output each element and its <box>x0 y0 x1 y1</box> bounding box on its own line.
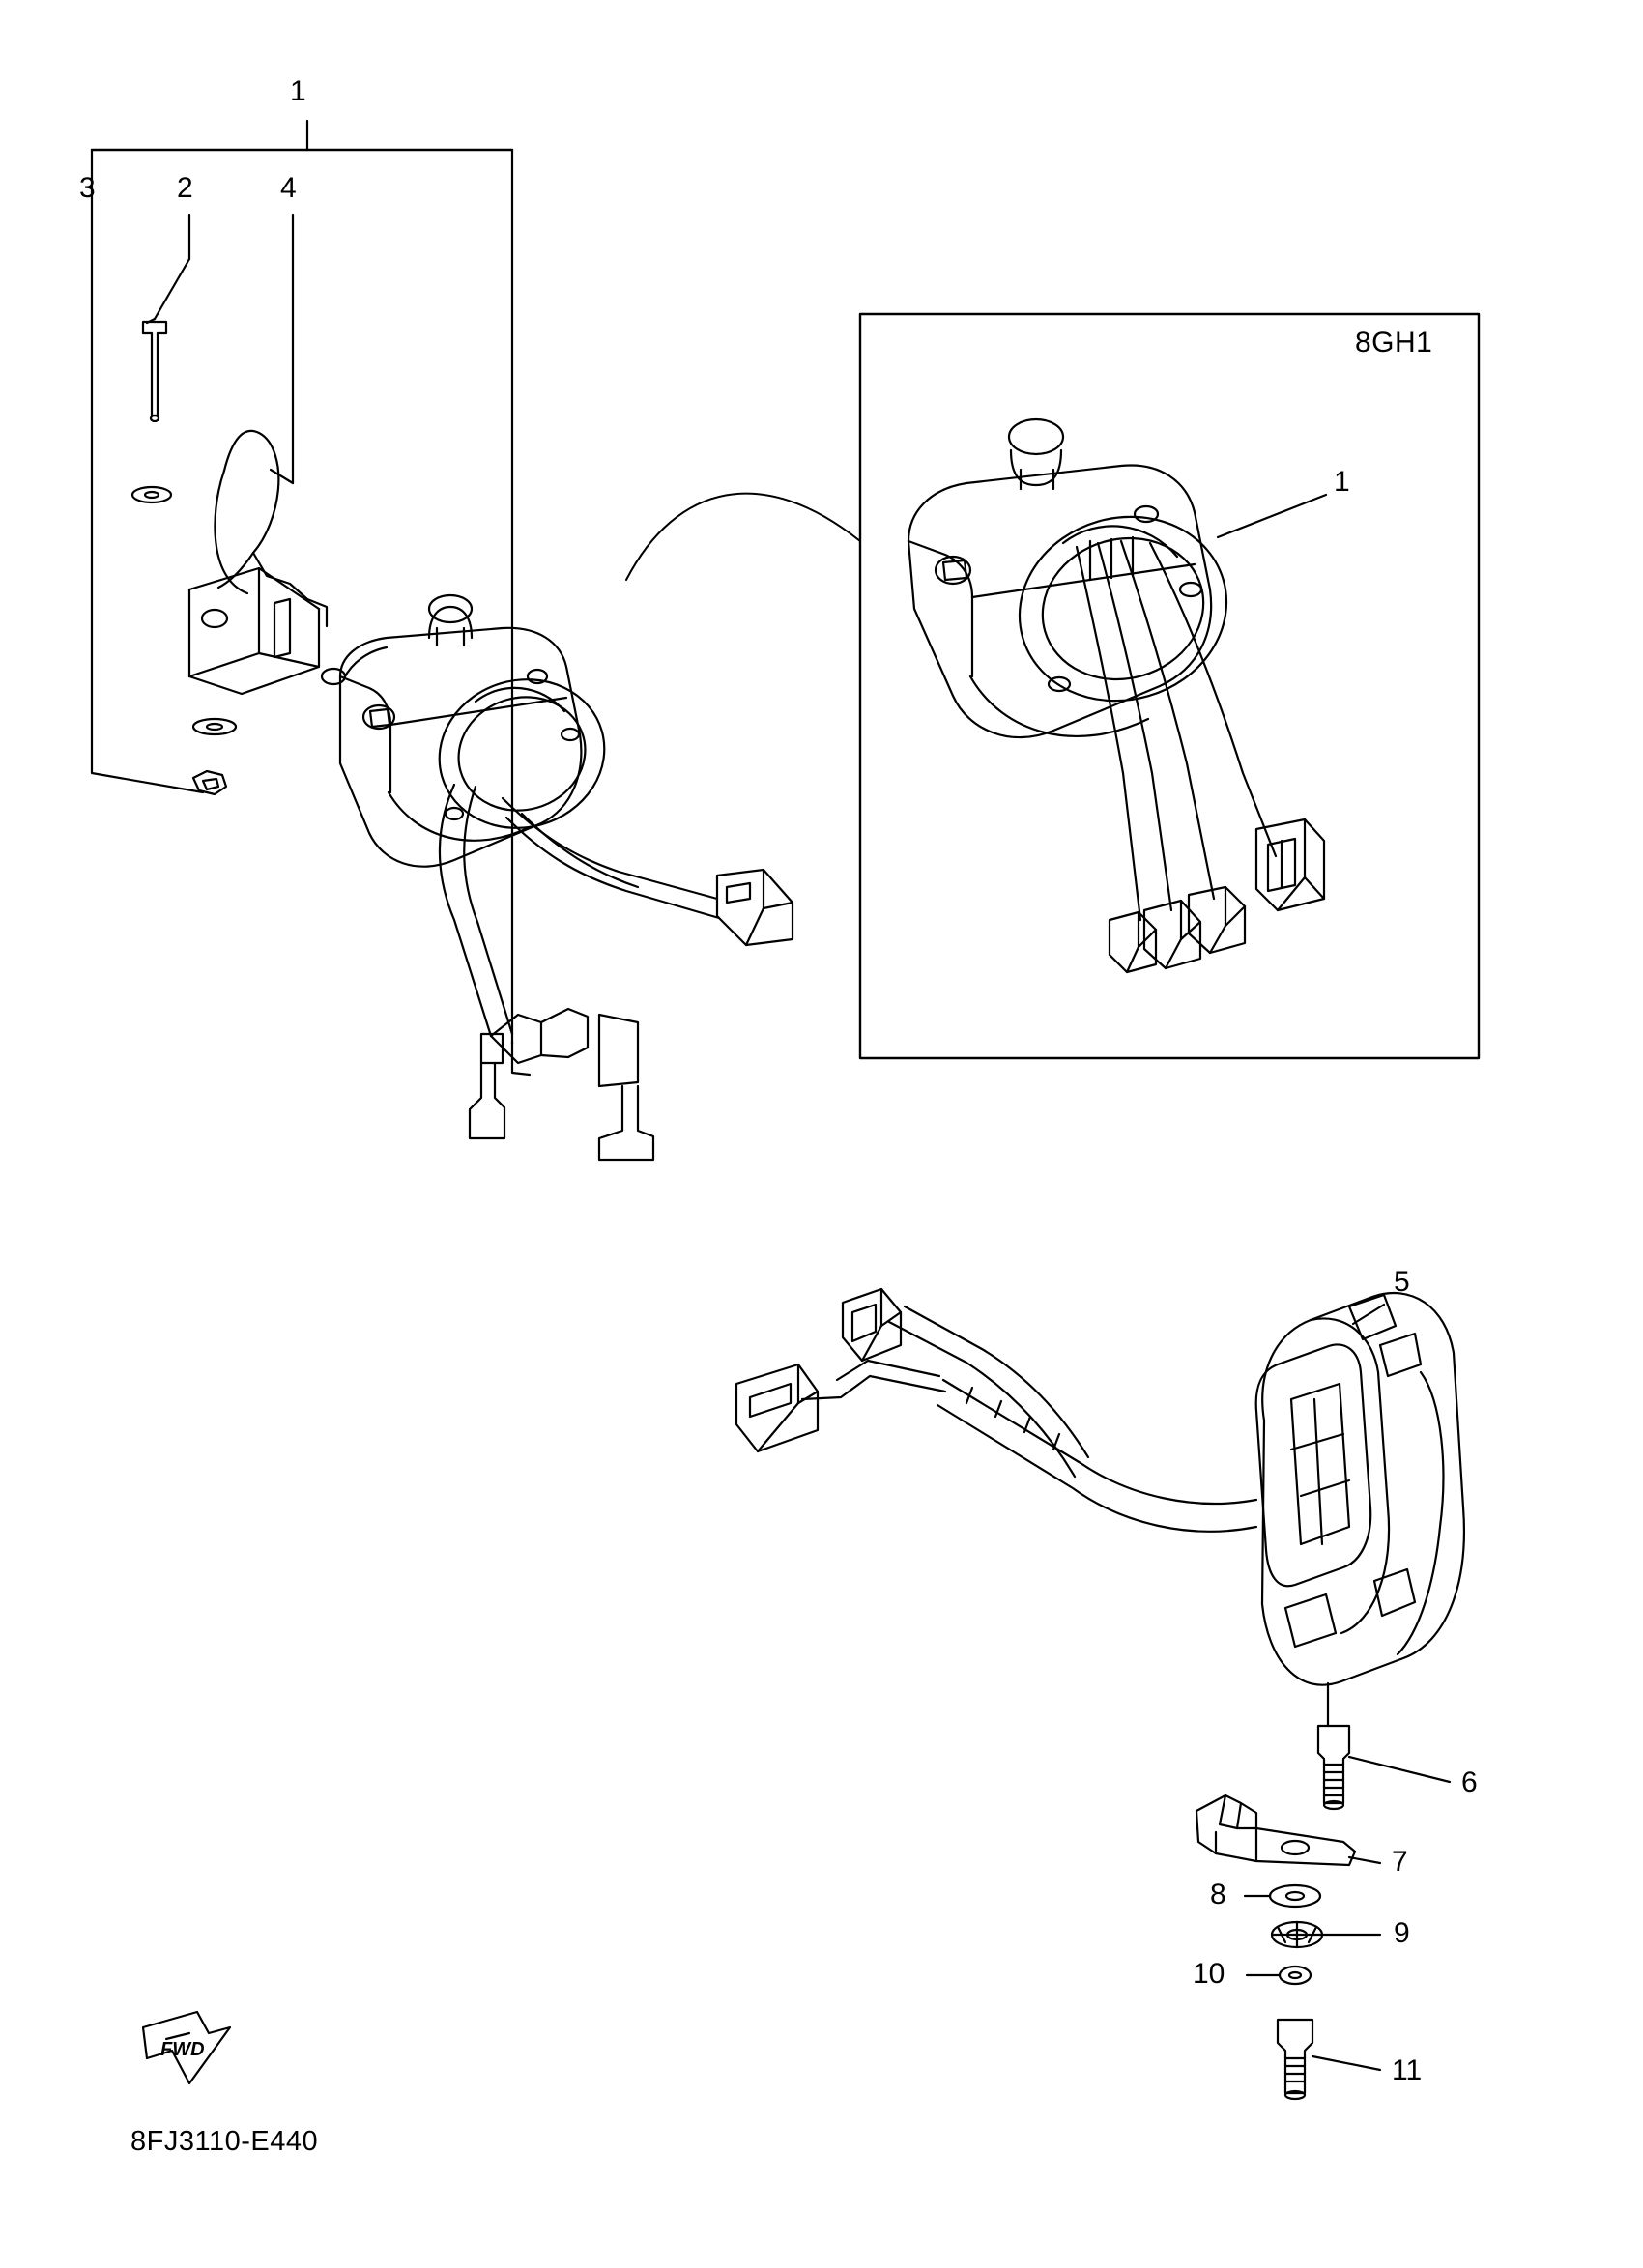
callout-6: 6 <box>1461 1766 1478 1798</box>
callout-7: 7 <box>1392 1846 1408 1878</box>
callout-1-top: 1 <box>290 75 306 107</box>
fwd-label: FWD <box>160 2039 205 2060</box>
callout-2: 2 <box>177 172 193 204</box>
part-code: 8FJ3110-E440 <box>130 2126 319 2157</box>
callout-9: 9 <box>1394 1917 1410 1949</box>
callout-11: 11 <box>1392 2054 1423 2086</box>
callout-4: 4 <box>280 172 297 204</box>
callout-3: 3 <box>79 172 96 204</box>
callout-8: 8 <box>1210 1879 1226 1910</box>
callout-5: 5 <box>1394 1266 1410 1298</box>
callout-10: 10 <box>1193 1958 1225 1990</box>
callout-1-inset: 1 <box>1334 466 1350 498</box>
inset-label-8gh1: 8GH1 <box>1355 327 1433 359</box>
